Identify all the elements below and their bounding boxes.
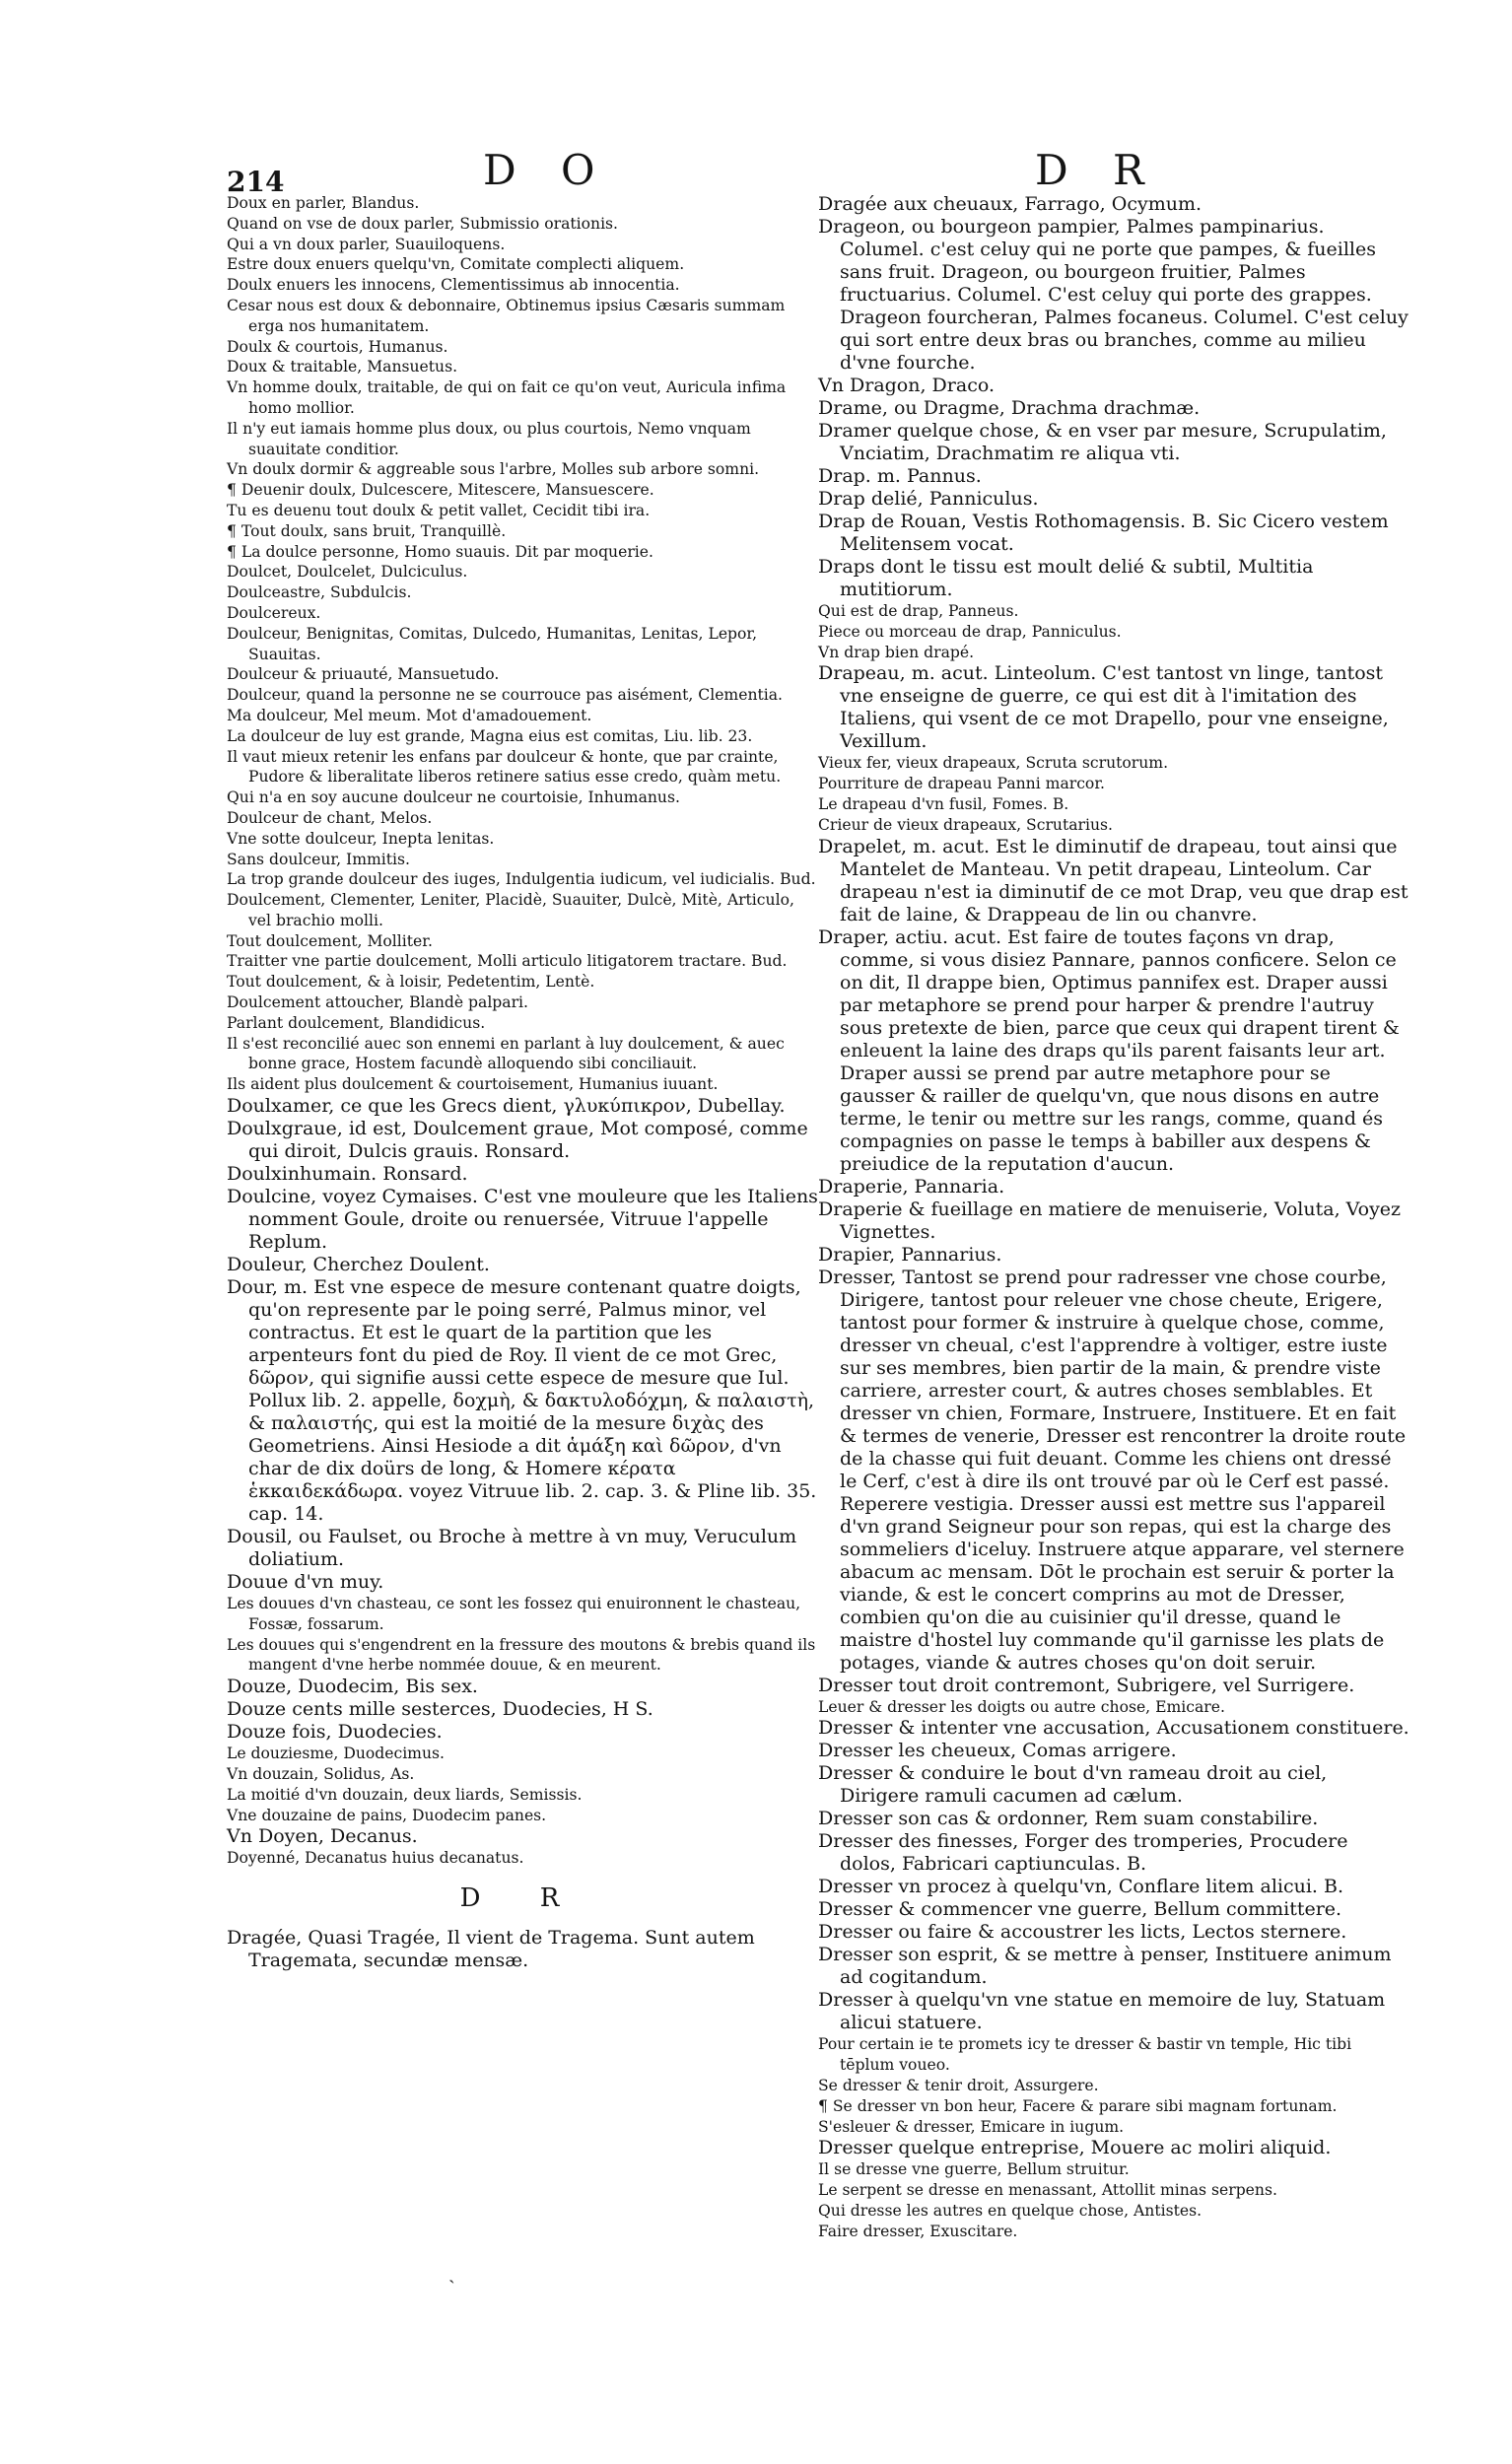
dictionary-entry: Vn Doyen, Decanus.	[227, 1825, 418, 1848]
dictionary-entry: Les douues qui s'engendrent en la fressure des moutons & brebis quand ils mangent d'vne herbe nommée douue, & en meurent.	[227, 1635, 816, 1675]
dictionary-entry: Leuer & dresser les doigts ou autre chose, Emicare.	[818, 1697, 1225, 1716]
dictionary-entry: Douleur, Cherchez Doulent.	[227, 1254, 490, 1276]
dictionary-entry: Il se dresse vne guerre, Bellum struitur.	[818, 2160, 1130, 2179]
dictionary-entry: ¶ La doulce personne, Homo suauis. Dit par moquerie.	[227, 542, 653, 561]
dictionary-entry: Vne douzaine de pains, Duodecim panes.	[227, 1806, 547, 1824]
dictionary-entry: Se dresser & tenir droit, Assurgere.	[818, 2076, 1099, 2094]
dictionary-entry: Doulcement attoucher, Blandè palpari.	[227, 993, 528, 1012]
dictionary-entry: Sans doulceur, Immitis.	[227, 850, 410, 868]
dictionary-entry: Dresser & intenter vne accusation, Accusationem constituere.	[818, 1717, 1409, 1740]
dictionary-entry: Draperie & fueillage en matiere de menuiserie, Voluta, Voyez Vignettes.	[818, 1198, 1402, 1243]
dictionary-entry: Ils aident plus doulcement & courtoisement, Humanius iuuant.	[227, 1075, 719, 1094]
dictionary-entry: Dresser à quelqu'vn vne statue en memoire de luy, Statuam alicui statuere.	[818, 1989, 1386, 2034]
dictionary-entry: Il n'y eut iamais homme plus doux, ou plus courtois, Nemo vnquam suauitate conditior.	[227, 419, 751, 458]
dictionary-entry: Tu es deuenu tout doulx & petit vallet, Cecidit tibi ira.	[227, 501, 651, 519]
dictionary-entry: Drapier, Pannarius.	[818, 1243, 1002, 1266]
dictionary-entry: Qui a vn doux parler, Suauiloquens.	[227, 235, 506, 253]
dictionary-entry: Doux & traitable, Mansuetus.	[227, 358, 458, 376]
dictionary-entry: Tout doulcement, Molliter.	[227, 931, 433, 950]
dictionary-entry: Doulceur de chant, Melos.	[227, 808, 433, 827]
dictionary-entry: Drageon, ou bourgeon pampier, Palmes pampinarius. Columel. c'est celuy qui ne porte que pampes, & fueilles sans fruit. Drageon, ou bourgeon fruitier, Palmes fructuarius. Columel. C'est celuy qui porte des grappes. Drageon fourcheran, Palmes focaneus. Columel. C'est celuy qui sort entre deux bras ou branches, comme au milieu d'vne fourche.	[818, 216, 1409, 374]
dictionary-entry: Doulceur, quand la personne ne se courrouce pas aisément, Clementia.	[227, 686, 783, 705]
dictionary-entry: Dousil, ou Faulset, ou Broche à mettre à vn muy, Veruculum doliatium.	[227, 1526, 797, 1571]
dictionary-entry: Le serpent se dresse en menassant, Attollit minas serpens.	[818, 2181, 1277, 2200]
dictionary-entry: Doyenné, Decanatus huius decanatus.	[227, 1849, 524, 1868]
dictionary-entry: Dresser son esprit, & se mettre à penser, Instituere animum ad cogitandum.	[818, 1944, 1392, 1989]
dictionary-entry: Estre doux enuers quelqu'vn, Comitate complecti aliquem.	[227, 255, 685, 274]
dictionary-entry: Doulcet, Doulcelet, Dulciculus.	[227, 563, 468, 582]
dictionary-entry: Doulx enuers les innocens, Clementissimus ab innocentia.	[227, 276, 680, 295]
dictionary-entry: Dresser & conduire le bout d'vn rameau droit au ciel, Dirigere ramuli cacumen ad cælum.	[818, 1762, 1328, 1808]
dictionary-entry: La moitié d'vn douzain, deux liards, Semissis.	[227, 1785, 583, 1804]
dictionary-entry: Vne sotte doulceur, Inepta lenitas.	[227, 829, 495, 848]
dictionary-entry: Doux en parler, Blandus.	[227, 194, 420, 212]
dictionary-entry: Drap de Rouan, Vestis Rothomagensis. B. Sic Cicero vestem Melitensem vocat.	[818, 511, 1389, 555]
dictionary-entry: Doulxamer, ce que les Grecs dient, γλυκύπικρον, Dubellay.	[227, 1095, 786, 1118]
dictionary-entry: Doulcereux.	[227, 603, 321, 622]
dictionary-entry: Vn douzain, Solidus, As.	[227, 1765, 415, 1784]
dictionary-entry: Douze cents mille sesterces, Duodecies, H S.	[227, 1698, 653, 1721]
dictionary-entry: Dramer quelque chose, & en vser par mesure, Scrupulatim, Vnciatim, Drachmatim re aliqua vti.	[818, 420, 1387, 464]
dictionary-entry: Piece ou morceau de drap, Panniculus.	[818, 622, 1122, 641]
dictionary-entry: Drap delié, Panniculus.	[818, 488, 1039, 510]
dictionary-entry: Dresser ou faire & accoustrer les licts, Lectos sternere.	[818, 1921, 1347, 1944]
dictionary-entry: Vn doulx dormir & aggreable sous l'arbre, Molles sub arbore somni.	[227, 460, 760, 479]
dictionary-entry: Parlant doulcement, Blandidicus.	[227, 1013, 486, 1032]
dictionary-entry: Dresser vn procez à quelqu'vn, Conflare litem alicui. B.	[818, 1876, 1344, 1898]
dictionary-entry: S'esleuer & dresser, Emicare in iugum.	[818, 2117, 1125, 2136]
dictionary-entry: Il s'est reconcilié auec son ennemi en parlant à luy doulcement, & auec bonne grace, Hostem facundè alloquendo sibi conciliauit.	[227, 1034, 785, 1073]
right-column	[818, 193, 1409, 2242]
dictionary-entry: Dragée, Quasi Tragée, Il vient de Tragema. Sunt autem Tragemata, secundæ mensæ.	[227, 1927, 755, 1972]
dictionary-entry: Dresser son cas & ordonner, Rem suam constabilire.	[818, 1808, 1319, 1830]
dictionary-entry: Il vaut mieux retenir les enfans par doulceur & honte, que par crainte, Pudore & liberalitate liberos retinere satius esse credo, quàm metu.	[227, 747, 782, 787]
dictionary-entry: Vn Dragon, Draco.	[818, 375, 995, 396]
dictionary-entry: Dresser tout droit contremont, Subrigere, vel Surrigere.	[818, 1674, 1355, 1696]
dictionary-entry: Doulcement, Clementer, Leniter, Placidè, Suauiter, Dulcè, Mitè, Articulo, vel brachio molli.	[227, 891, 794, 929]
dictionary-entry: Dragée aux cheuaux, Farrago, Ocymum.	[818, 193, 1203, 215]
dictionary-entry: Tout doulcement, & à loisir, Pedetentim, Lentè.	[227, 973, 595, 992]
dictionary-entry: Le douziesme, Duodecimus.	[227, 1745, 445, 1763]
dictionary-entry: Quand on vse de doux parler, Submissio orationis.	[227, 214, 619, 233]
dictionary-entry: Traitter vne partie doulcement, Molli articulo litigatorem tractare. Bud.	[227, 952, 788, 971]
dictionary-entry: Doulceur & priuauté, Mansuetudo.	[227, 665, 500, 684]
dictionary-entry: Doulx & courtois, Humanus.	[227, 337, 448, 356]
dictionary-entry: Dresser quelque entreprise, Mouere ac moliri aliquid.	[818, 2137, 1332, 2159]
dictionary-entry: Ma doulceur, Mel meum. Mot d'amadouement.	[227, 706, 592, 724]
dictionary-entry: Draper, actiu. acut. Est faire de toutes façons vn drap, comme, si vous disiez Pannare, pannos conficere. Selon ce on dit, Il drappe bien, Optimus pannifex est. Draper aussi par metaphore se prend pour harper & prendre l'autruy sous pretexte de bien, parce que ceux qui drapent tirent & enleuent la laine des draps qu'ils parent faisants leur art. Draper aussi se prend par autre metaphore pour se gausser & railler de quelqu'vn, que nous disons en autre terme, le tenir ou mettre sur les rangs, comme, quand és compagnies on passe le temps à babiller aux despens & preiudice de la reputation d'aucun.	[818, 925, 1400, 1175]
stray-mark: ˎ	[448, 2260, 455, 2284]
dictionary-entry: Dresser & commencer vne guerre, Bellum committere.	[818, 1898, 1342, 1921]
dictionary-entry: Qui dresse les autres en quelque chose, Antistes.	[818, 2201, 1203, 2220]
dictionary-entry: Doulceastre, Subdulcis.	[227, 583, 412, 602]
running-head-left: D O	[483, 146, 611, 194]
section-heading-dr: D R	[459, 1883, 585, 1914]
left-column	[227, 193, 818, 1972]
dictionary-entry: Faire dresser, Exuscitare.	[818, 2222, 1018, 2240]
dictionary-entry: ¶ Se dresser vn bon heur, Facere & parare sibi magnam fortunam.	[818, 2096, 1338, 2115]
dictionary-entry: Draperie, Pannaria.	[818, 1175, 1005, 1198]
dictionary-entry: Crieur de vieux drapeaux, Scrutarius.	[818, 815, 1113, 834]
dictionary-entry: Pour certain ie te promets icy te dresser & bastir vn temple, Hic tibi tēplum voueo.	[818, 2035, 1352, 2075]
dictionary-entry: Dresser les cheueux, Comas arrigere.	[818, 1740, 1177, 1762]
dictionary-entry: La doulceur de luy est grande, Magna eius est comitas, Liu. lib. 23.	[227, 726, 753, 745]
dictionary-entry: Dour, m. Est vne espece de mesure contenant quatre doigts, qu'on represente par le poing serré, Palmus minor, vel contractus. Et est le quart de la partition que les arpenteurs font du pied de Roy. Il vient de ce mot Grec, δῶρον, qui signifie aussi cette espece de mesure que Iul. Pollux lib. 2. appelle, δοχμὴ, & δακτυλοδόχμη, & παλαιστὴ, & παλαιστής, qui est la moitié de la mesure διχὰς des Geometriens. Ainsi Hesiode a dit ἁμάξη καὶ δῶρον, d'vn char de dix doürs de long, & Homere κέρατα ἑκκαιδεκάδωρα. voyez Vitruue lib. 2. cap. 3. & Pline lib. 35. cap. 14.	[227, 1276, 817, 1526]
dictionary-entry: Qui est de drap, Panneus.	[818, 602, 1019, 620]
dictionary-entry: ¶ Deuenir doulx, Dulcescere, Mitescere, Mansuescere.	[227, 481, 654, 500]
dictionary-entry: Draps dont le tissu est moult delié & subtil, Multitia mutitiorum.	[818, 556, 1314, 600]
dictionary-entry: Douze, Duodecim, Bis sex.	[227, 1676, 478, 1698]
dictionary-entry: Vn drap bien drapé.	[818, 643, 975, 661]
dictionary-entry: ¶ Tout doulx, sans bruit, Tranquillè.	[227, 521, 507, 540]
dictionary-entry: Douue d'vn muy.	[227, 1571, 384, 1594]
dictionary-entry: Drame, ou Dragme, Drachma drachmæ.	[818, 397, 1201, 419]
dictionary-entry: Drap. m. Pannus.	[818, 465, 982, 487]
dictionary-entry: Le drapeau d'vn fusil, Fomes. B.	[818, 794, 1069, 813]
dictionary-entry: Drapeau, m. acut. Linteolum. C'est tantost vn linge, tantost vne enseigne de guerre, ce qui est dit à l'imitation des Italiens, qui vsent de ce mot Drapello, pour vne enseigne, Vexillum.	[818, 662, 1389, 753]
dictionary-entry: Drapelet, m. acut. Est le diminutif de drapeau, tout ainsi que Mantelet de Manteau. Vn petit drapeau, Linteolum. Car drapeau n'est ia diminutif de ce mot Drap, veu que drap est fait de laine, & Drappeau de lin ou chanvre.	[818, 835, 1409, 925]
dictionary-entry: Qui n'a en soy aucune doulceur ne courtoisie, Inhumanus.	[227, 788, 680, 807]
dictionary-entry: Doulcine, voyez Cymaises. C'est vne mouleure que les Italiens nomment Goule, droite ou renuersée, Vitruue l'appelle Replum.	[227, 1186, 818, 1254]
dictionary-entry: Cesar nous est doux & debonnaire, Obtinemus ipsius Cæsaris summam erga nos humanitatem.	[227, 296, 786, 335]
dictionary-entry: Doulxgraue, id est, Doulcement graue, Mot composé, comme qui diroit, Dulcis grauis. Ronsard.	[227, 1118, 808, 1163]
dictionary-entry: Douze fois, Duodecies.	[227, 1721, 443, 1744]
dictionary-entry: Dresser, Tantost se prend pour radresser vne chose courbe, Dirigere, tantost pour releuer vne chose cheute, Erigere, tantost pour former & instruire à quelque chose, comme, dresser vn cheual, c'est l'apprendre à voltiger, estre iuste sur ses membres, bien partir de la main, & prendre viste carriere, arrester court, & autres choses semblables. Et dresser vn chien, Formare, Instruere, Instituere. Et en fait & termes de venerie, Dresser est rencontrer la droite route de la chasse qui fuit deuant. Comme les chiens ont dressé le Cerf, c'est à dire ils ont trouvé par où le Cerf est passé. Reperere vestigia. Dresser aussi est mettre sus l'appareil d'vn grand Seigneur pour son repas, qui est la charge des sommeliers d'iceluy. Instruere atque apparare, vel sternere abacum ac mensam. Dōt le prochain est seruir & porter la viande, & est le concert comprins au mot de Dresser, combien qu'on die au cuisinier qu'il dresse, quand le maistre d'hostel luy commande qu'il garnisse les plats de potages, viande & autres choses qu'on doit seruir.	[818, 1266, 1407, 1674]
dictionary-entry: Vieux fer, vieux drapeaux, Scruta scrutorum.	[818, 754, 1169, 773]
folio-number: 214	[227, 166, 285, 198]
running-head-right: D R	[1035, 146, 1160, 194]
dictionary-entry: Vn homme doulx, traitable, de qui on fait ce qu'on veut, Auricula infima homo mollior.	[227, 378, 787, 417]
dictionary-entry: Dresser des finesses, Forger des tromperies, Procudere dolos, Fabricari captiunculas. B.	[818, 1830, 1348, 1876]
dictionary-entry: Doulceur, Benignitas, Comitas, Dulcedo, Humanitas, Lenitas, Lepor, Suauitas.	[227, 624, 758, 663]
dictionary-entry: Doulxinhumain. Ronsard.	[227, 1163, 468, 1186]
dictionary-entry: Pourriture de drapeau Panni marcor.	[818, 775, 1106, 793]
dictionary-entry: La trop grande doulceur des iuges, Indulgentia iudicum, vel iudicialis. Bud.	[227, 870, 816, 889]
dictionary-entry: Les douues d'vn chasteau, ce sont les fossez qui enuironnent le chasteau, Fossæ, fossarum.	[227, 1595, 801, 1633]
